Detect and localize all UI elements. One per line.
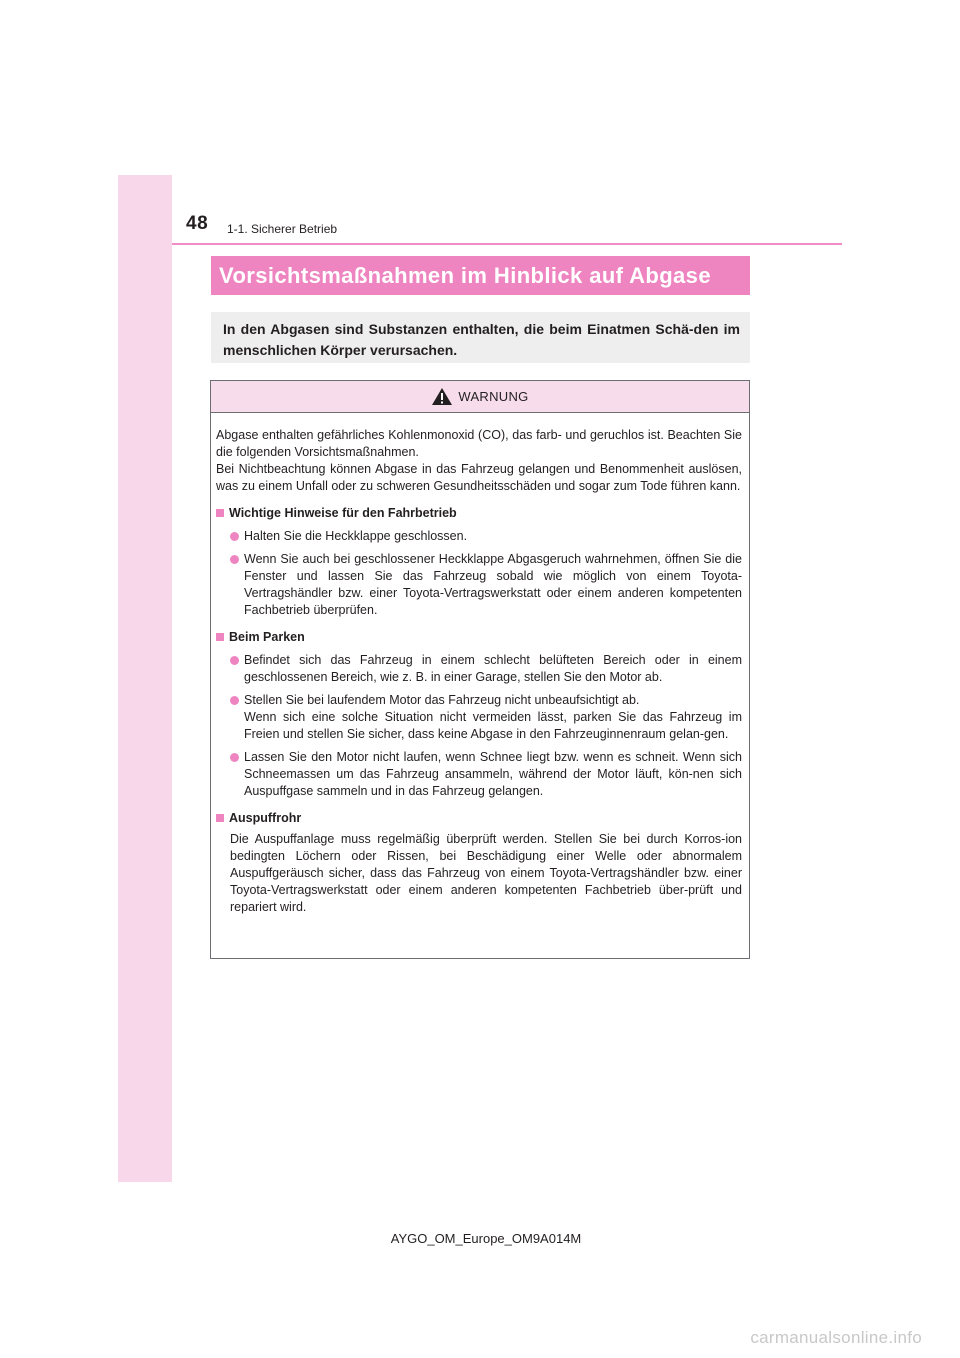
title-bar <box>211 256 750 295</box>
list-item <box>216 528 742 545</box>
section-text: Die Auspuffanlage muss regelmäßig überprüft werden. Stellen Sie bei durch Korros-ion bedingten Löchern oder Rissen, bei Beschädigung einer Welle oder abnormalem Auspuffgeräusch sicher, dass das Fahrzeug von einem Toyota-Vertragshändler bzw. einer Toyota-Vertragswerkstatt oder einem anderen kompetenten Fachbetrieb über-prüft und repariert wird. <box>230 832 742 914</box>
footer <box>0 1231 960 1246</box>
page-number: 48 <box>186 213 209 234</box>
warning-triangle-icon <box>431 387 453 406</box>
section-heading <box>216 810 742 827</box>
warning-paragraph: Abgase enthalten gefährliches Kohlenmonoxid (CO), das farb- und geruchlos ist. Beachten Sie die folgenden Vorsichtsmaßnahmen. <box>216 428 742 459</box>
list-item <box>216 551 742 619</box>
page-title: Vorsichtsmaßnahmen im Hinblick auf Abgase <box>219 263 711 288</box>
section-heading-text: Beim Parken <box>229 630 305 644</box>
warning-header <box>211 381 749 413</box>
round-bullet-icon <box>230 555 239 564</box>
warning-body <box>211 413 749 916</box>
intro-box <box>211 312 750 363</box>
section-label: 1-1. Sicherer Betrieb <box>227 222 338 236</box>
list-item-text: Wenn Sie auch bei geschlossener Heckklappe Abgasgeruch wahrnehmen, öffnen Sie die Fenster und lassen Sie das Fahrzeug sobald wie möglich von einem Toyota-Vertragshändler bzw. einer Toyota-Vertragswerkstatt oder einem anderen kompetenten Fachbetrieb überprüfen. <box>244 552 742 617</box>
section-heading <box>216 629 742 646</box>
document-id: AYGO_OM_Europe_OM9A014M <box>390 1231 582 1246</box>
list-item-text: Lassen Sie den Motor nicht laufen, wenn Schnee liegt bzw. wenn es schneit. Wenn sich Schneemassen um das Fahrzeug ansammeln, während der Motor läuft, kön-nen sich Auspuffgase sammeln und in das Fahrzeug gelangen. <box>244 750 742 798</box>
round-bullet-icon <box>230 696 239 705</box>
intro-text: In den Abgasen sind Substanzen enthalten, die beim Einatmen Schä-den im menschlichen Körper verursachen. <box>223 321 740 358</box>
list-item <box>216 652 742 686</box>
section-heading-text: Wichtige Hinweise für den Fahrbetrieb <box>229 506 457 520</box>
side-tab-strip <box>118 175 172 1182</box>
square-bullet-icon <box>216 509 224 517</box>
watermark: carmanualsonline.info <box>750 1328 922 1347</box>
section-heading-text: Auspuffrohr <box>229 811 302 825</box>
list-item <box>216 692 742 743</box>
square-bullet-icon <box>216 814 224 822</box>
round-bullet-icon <box>230 656 239 665</box>
list-item <box>216 749 742 800</box>
list-item-continuation: Wenn sich eine solche Situation nicht vermeiden lässt, parken Sie das Fahrzeug im Freien und stellen Sie sicher, dass keine Abgase in den Fahrzeuginnenraum gelan-gen. <box>244 710 742 741</box>
list-item-text: Befindet sich das Fahrzeug in einem schlecht belüfteten Bereich oder in einem geschlossenen Bereich, wie z. B. in einer Garage, stellen Sie den Motor ab. <box>244 653 742 684</box>
round-bullet-icon <box>230 532 239 541</box>
round-bullet-icon <box>230 753 239 762</box>
warning-title: WARNUNG <box>458 389 529 404</box>
list-item-text: Halten Sie die Heckklappe geschlossen. <box>244 529 468 543</box>
warning-paragraph: Bei Nichtbeachtung können Abgase in das Fahrzeug gelangen und Benommenheit auslösen, was zu einem Unfall oder zu schweren Gesundheitsschäden und sogar zum Tode führen kann. <box>216 462 742 493</box>
list-item-text <box>244 692 742 743</box>
square-bullet-icon <box>216 633 224 641</box>
section-heading <box>216 505 742 522</box>
list-item-line: Stellen Sie bei laufendem Motor das Fahrzeug nicht unbeaufsichtigt ab. <box>244 693 640 707</box>
header-rule <box>172 243 842 245</box>
warning-box <box>210 380 750 959</box>
